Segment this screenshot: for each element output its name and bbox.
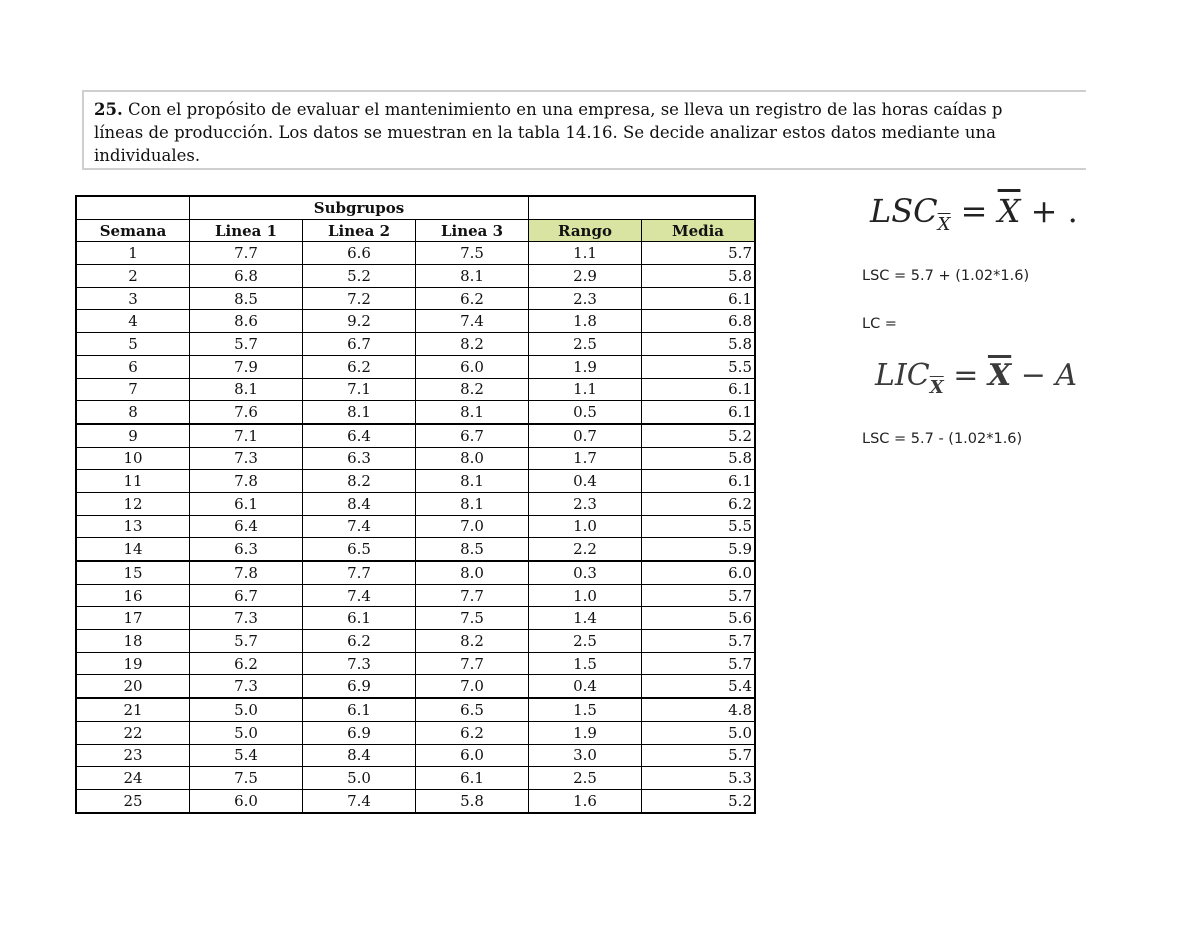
table-cell: 6 (76, 355, 190, 378)
table-cell: 4 (76, 310, 190, 333)
table-cell: 8.1 (416, 492, 529, 515)
problem-number: 25. (94, 100, 123, 119)
table-cell: 8.4 (303, 492, 416, 515)
table-cell: 6.1 (303, 607, 416, 630)
table-cell: 5.7 (642, 584, 756, 607)
table-cell: 17 (76, 607, 190, 630)
table-cell: 20 (76, 675, 190, 698)
group-header-row (76, 196, 755, 219)
table-cell: 9 (76, 424, 190, 447)
table-cell: 7.1 (303, 378, 416, 401)
table-row (76, 561, 755, 584)
table-cell: 9.2 (303, 310, 416, 333)
table-cell: 24 (76, 767, 190, 790)
table-cell: 5.8 (642, 447, 756, 470)
table-cell: 8.2 (416, 378, 529, 401)
table-cell: 5.7 (190, 630, 303, 653)
table-cell: 5.0 (190, 721, 303, 744)
table-cell: 6.1 (642, 401, 756, 424)
table-cell: 5.0 (642, 721, 756, 744)
table-cell: 6.0 (642, 561, 756, 584)
table-row (76, 721, 755, 744)
table-cell: 6.1 (303, 698, 416, 721)
table-cell: 1.6 (529, 789, 642, 812)
table-cell: 1.7 (529, 447, 642, 470)
table-cell: 0.4 (529, 675, 642, 698)
table-cell: 8.0 (416, 561, 529, 584)
table-cell: 6.2 (416, 721, 529, 744)
table-cell: 6.1 (642, 287, 756, 310)
table-cell: 4.8 (642, 698, 756, 721)
table-row (76, 447, 755, 470)
lsc-calculation: LSC = 5.7 + (1.02*1.6) (862, 268, 1030, 284)
table-cell: 5.7 (642, 744, 756, 767)
table-cell: 8.1 (303, 401, 416, 424)
table-cell: 7.4 (416, 310, 529, 333)
table-cell: 6.8 (190, 265, 303, 288)
table-cell: 5.7 (642, 242, 756, 265)
table-cell: 1.1 (529, 378, 642, 401)
table-cell: 6.2 (416, 287, 529, 310)
table-cell: 8.4 (303, 744, 416, 767)
column-header: Linea 2 (303, 219, 416, 242)
table-row (76, 789, 755, 812)
table-cell: 7.7 (416, 584, 529, 607)
table-cell: 6.2 (642, 492, 756, 515)
table-cell: 6.0 (190, 789, 303, 812)
column-header: Rango (529, 219, 642, 242)
table-cell: 7.9 (190, 355, 303, 378)
table-cell: 6.2 (303, 355, 416, 378)
table-cell: 5.5 (642, 355, 756, 378)
table-cell: 7.4 (303, 584, 416, 607)
table-row (76, 607, 755, 630)
lsc-formula-eq: = (950, 192, 998, 230)
table-row (76, 744, 755, 767)
lic-formula-xbar: $\overline{X}$ (987, 358, 1012, 393)
column-header-row (76, 219, 755, 242)
table-cell: 7.0 (416, 675, 529, 698)
table-cell: 5.5 (642, 515, 756, 538)
table-row (76, 265, 755, 288)
column-header: Semana (76, 219, 190, 242)
table-cell: 0.5 (529, 401, 642, 424)
table-cell: 6.0 (416, 744, 529, 767)
table-cell: 5.8 (642, 333, 756, 356)
lsc-formula-lhs: LSC (870, 192, 938, 230)
table-cell: 5.7 (642, 652, 756, 675)
table-cell: 5.0 (303, 767, 416, 790)
right-clip-mask (1086, 0, 1200, 927)
table-cell: 1 (76, 242, 190, 265)
table-cell: 5.7 (642, 630, 756, 653)
table-row (76, 630, 755, 653)
table-cell: 7.4 (303, 789, 416, 812)
table-cell: 2.5 (529, 333, 642, 356)
table-cell: 8.1 (416, 265, 529, 288)
lic-formula-tail: − A (1011, 358, 1078, 393)
table-cell: 2.9 (529, 265, 642, 288)
table-cell: 7.5 (416, 242, 529, 265)
table-cell: 1.9 (529, 721, 642, 744)
column-header: Media (642, 219, 756, 242)
table-cell: 6.2 (303, 630, 416, 653)
table-row (76, 287, 755, 310)
table-cell: 5.0 (190, 698, 303, 721)
table-cell: 10 (76, 447, 190, 470)
table-cell: 1.1 (529, 242, 642, 265)
table-cell: 5.3 (642, 767, 756, 790)
table-cell: 2.2 (529, 538, 642, 561)
table-cell: 3.0 (529, 744, 642, 767)
problem-text-1: Con el propósito de evaluar el mantenimiento en una empresa, se lleva un registro de las horas caídas p (127, 100, 1003, 119)
table-cell: 6.5 (303, 538, 416, 561)
table-cell: 1.0 (529, 515, 642, 538)
table-cell: 8.6 (190, 310, 303, 333)
table-cell: 3 (76, 287, 190, 310)
lic-formula-sub: X (929, 377, 944, 398)
table-cell: 8.2 (416, 333, 529, 356)
table-cell: 6.7 (190, 584, 303, 607)
header-blank-cell-right (529, 196, 756, 219)
data-table (75, 195, 756, 814)
table-cell: 2.5 (529, 767, 642, 790)
table-cell: 7.4 (303, 515, 416, 538)
table-cell: 8.2 (303, 470, 416, 493)
table-row (76, 652, 755, 675)
table-cell: 1.4 (529, 607, 642, 630)
table-cell: 6.8 (642, 310, 756, 333)
table-cell: 8.1 (416, 470, 529, 493)
table-cell: 7.3 (303, 652, 416, 675)
table-cell: 7.3 (190, 675, 303, 698)
lic-formula-eq: = (943, 358, 988, 393)
table-cell: 7.0 (416, 515, 529, 538)
table-cell: 6.3 (303, 447, 416, 470)
header-blank-cell (76, 196, 190, 219)
table-cell: 13 (76, 515, 190, 538)
table-cell: 6.1 (416, 767, 529, 790)
lic-calculation: LSC = 5.7 - (1.02*1.6) (862, 431, 1023, 447)
table-cell: 0.4 (529, 470, 642, 493)
table-row (76, 538, 755, 561)
table-row (76, 767, 755, 790)
table-cell: 2 (76, 265, 190, 288)
table-cell: 21 (76, 698, 190, 721)
table-cell: 7.2 (303, 287, 416, 310)
table-cell: 6.2 (190, 652, 303, 675)
column-header: Linea 3 (416, 219, 529, 242)
table-cell: 8 (76, 401, 190, 424)
table-row (76, 515, 755, 538)
table-cell: 7.7 (303, 561, 416, 584)
table-row (76, 355, 755, 378)
table-cell: 5.7 (190, 333, 303, 356)
table-cell: 8.5 (416, 538, 529, 561)
table-cell: 5.9 (642, 538, 756, 561)
table-cell: 23 (76, 744, 190, 767)
problem-statement (82, 90, 1122, 170)
table-cell: 16 (76, 584, 190, 607)
table-row (76, 378, 755, 401)
table-cell: 1.5 (529, 652, 642, 675)
table-cell: 25 (76, 789, 190, 812)
table-cell: 6.9 (303, 675, 416, 698)
table-cell: 2.3 (529, 287, 642, 310)
table-cell: 2.5 (529, 630, 642, 653)
table-cell: 14 (76, 538, 190, 561)
table-cell: 5.4 (190, 744, 303, 767)
table-row (76, 424, 755, 447)
table-cell: 6.3 (190, 538, 303, 561)
table-cell: 11 (76, 470, 190, 493)
table-cell: 5.2 (303, 265, 416, 288)
table-cell: 0.7 (529, 424, 642, 447)
table-row (76, 333, 755, 356)
table-cell: 18 (76, 630, 190, 653)
table-cell: 7.5 (416, 607, 529, 630)
table-cell: 6.0 (416, 355, 529, 378)
table-cell: 7.6 (190, 401, 303, 424)
table-cell: 5.2 (642, 789, 756, 812)
table-cell: 5.6 (642, 607, 756, 630)
lic-formula-lhs: LIC (875, 358, 930, 393)
table-cell: 5.8 (416, 789, 529, 812)
table-cell: 6.5 (416, 698, 529, 721)
table-cell: 6.1 (642, 470, 756, 493)
table-row (76, 470, 755, 493)
lsc-formula-sub: X (937, 214, 951, 235)
table-cell: 7.3 (190, 607, 303, 630)
table-row (76, 492, 755, 515)
table-row (76, 310, 755, 333)
table-cell: 8.0 (416, 447, 529, 470)
table-row (76, 584, 755, 607)
table-cell: 6.7 (416, 424, 529, 447)
table-row (76, 242, 755, 265)
table-row (76, 401, 755, 424)
table-cell: 0.3 (529, 561, 642, 584)
table-cell: 7.5 (190, 767, 303, 790)
lsc-formula-tail: + . (1020, 192, 1078, 230)
table-cell: 6.4 (303, 424, 416, 447)
table-cell: 19 (76, 652, 190, 675)
table-row (76, 675, 755, 698)
table-cell: 12 (76, 492, 190, 515)
table-cell: 6.6 (303, 242, 416, 265)
table-cell: 7.7 (416, 652, 529, 675)
table-cell: 6.1 (642, 378, 756, 401)
table-cell: 6.9 (303, 721, 416, 744)
table-cell: 7 (76, 378, 190, 401)
problem-line-3: individuales. (94, 146, 201, 165)
lsc-formula (870, 192, 1078, 235)
table-cell: 6.7 (303, 333, 416, 356)
table-cell: 1.5 (529, 698, 642, 721)
table-cell: 7.8 (190, 470, 303, 493)
table-cell: 5 (76, 333, 190, 356)
table-cell: 7.3 (190, 447, 303, 470)
table-cell: 8.5 (190, 287, 303, 310)
table-cell: 7.7 (190, 242, 303, 265)
table-cell: 1.0 (529, 584, 642, 607)
problem-line-1 (94, 98, 1122, 121)
lsc-formula-xbar: $\overline{X}$ (997, 192, 1021, 230)
table-cell: 5.8 (642, 265, 756, 288)
table-cell: 15 (76, 561, 190, 584)
table-cell: 7.1 (190, 424, 303, 447)
table-cell: 1.9 (529, 355, 642, 378)
table-cell: 6.1 (190, 492, 303, 515)
lic-formula (875, 358, 1077, 398)
table-cell: 2.3 (529, 492, 642, 515)
subgroups-header: Subgrupos (190, 196, 529, 219)
table-cell: 8.1 (190, 378, 303, 401)
table-cell: 5.4 (642, 675, 756, 698)
table-cell: 22 (76, 721, 190, 744)
table-cell: 5.2 (642, 424, 756, 447)
table-cell: 6.4 (190, 515, 303, 538)
column-header: Linea 1 (190, 219, 303, 242)
table-cell: 8.1 (416, 401, 529, 424)
lc-label: LC = (862, 316, 897, 332)
table-cell: 7.8 (190, 561, 303, 584)
table-row (76, 698, 755, 721)
table-body (76, 242, 755, 813)
problem-line-2: líneas de producción. Los datos se muestran en la tabla 14.16. Se decide analizar estos datos mediante una (94, 123, 996, 142)
table-cell: 8.2 (416, 630, 529, 653)
table-cell: 1.8 (529, 310, 642, 333)
